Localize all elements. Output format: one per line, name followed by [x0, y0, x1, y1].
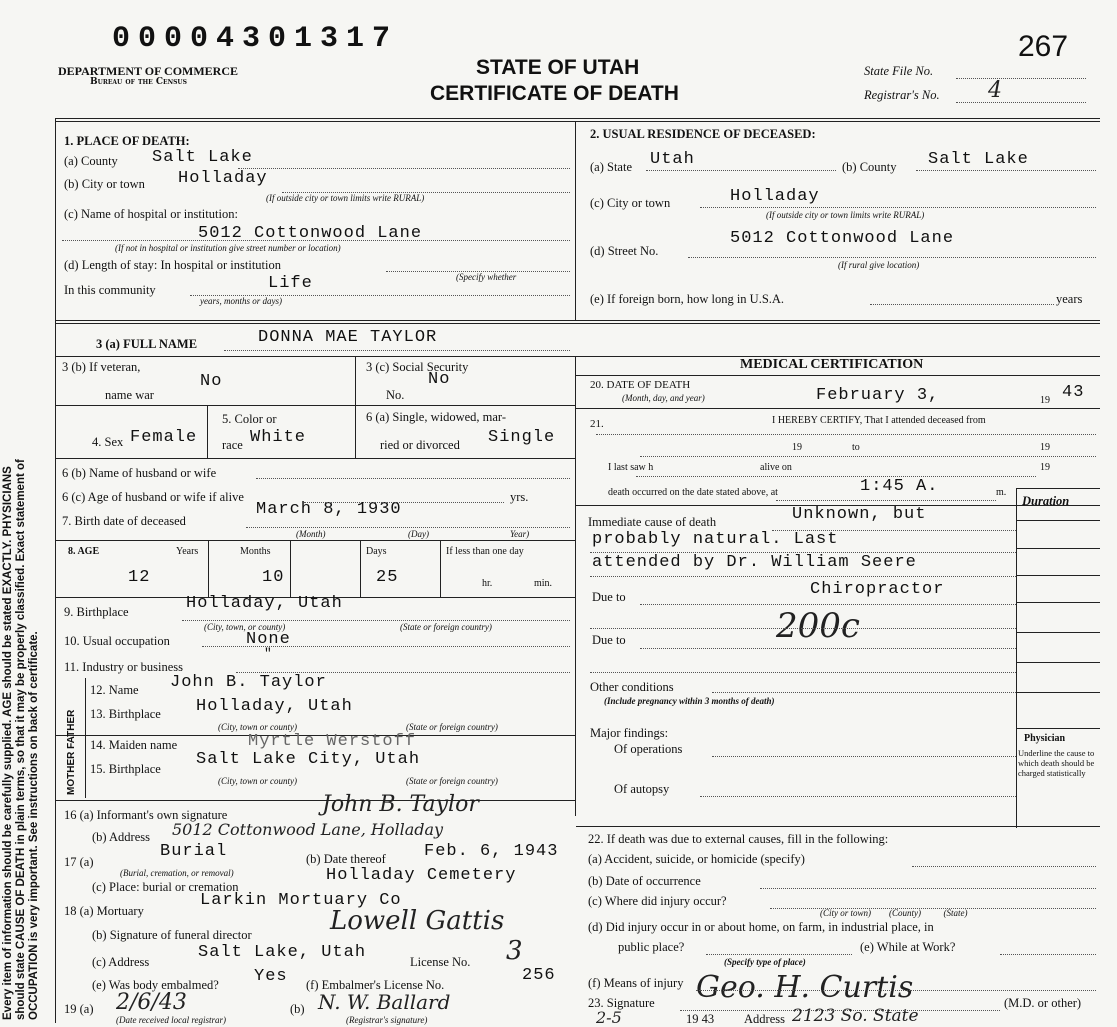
- public-label: public place?: [618, 940, 685, 954]
- burial-note: (Burial, cremation, or removal): [120, 868, 234, 878]
- res-street-note: (If rural give location): [838, 260, 920, 270]
- yrs-label: yrs.: [510, 490, 529, 504]
- mortuary-address: Salt Lake, Utah: [198, 943, 367, 962]
- age-days-col: Days: [366, 546, 387, 557]
- death-date: February 3,: [816, 386, 940, 405]
- physician-note-2: Underline the cause to which death should be charged statistically: [1018, 748, 1095, 778]
- industry-label: 11. Industry or business: [64, 660, 183, 674]
- alive-on-19: 19: [1040, 462, 1050, 473]
- veteran: No: [200, 372, 223, 391]
- marital-label: 6 (a) Single, widowed, mar-: [366, 410, 506, 424]
- medical-heading: MEDICAL CERTIFICATION: [740, 357, 924, 372]
- death-date-sub: (Month, day, and year): [622, 393, 705, 403]
- less-day-col: If less than one day: [446, 546, 524, 557]
- father-label: 12. Name: [90, 683, 139, 697]
- director-label: (b) Signature of funeral director: [92, 928, 252, 942]
- due-to-1: Chiropractor: [810, 580, 945, 599]
- occurred-label: death occurred on the date stated above, at: [608, 487, 778, 498]
- occupation-label: 10. Usual occupation: [64, 634, 170, 648]
- mortuary: Larkin Mortuary Co: [200, 891, 402, 910]
- embalmed-label: (e) Was body embalmed?: [92, 978, 219, 992]
- license-label: License No.: [410, 955, 471, 969]
- death-date-label: 20. DATE OF DEATH: [590, 379, 691, 391]
- veteran-label: 3 (b) If veteran,: [62, 360, 141, 374]
- father-birth-label: 13. Birthplace: [90, 707, 161, 721]
- death-time: 1:45 A.: [860, 477, 939, 496]
- race: White: [250, 428, 307, 447]
- physician-signature: Geo. H. Curtis: [696, 970, 914, 1005]
- res-city: Holladay: [730, 187, 820, 206]
- bureau: Bureau of the Census: [90, 77, 187, 87]
- filed-note: (Date received local registrar): [116, 1015, 227, 1025]
- cause-line-3: attended by Dr. William Seere: [592, 553, 917, 572]
- burial-place-label: (c) Place: burial or cremation: [92, 880, 239, 894]
- external-label: 22. If death was due to external causes, fill in the following:: [588, 832, 889, 846]
- age-days: 25: [376, 568, 399, 587]
- death-county: Salt Lake: [152, 148, 253, 167]
- duration-label: Duration: [1022, 494, 1070, 508]
- registrar-number: 4: [988, 78, 1002, 103]
- res-state-label: (a) State: [590, 160, 632, 174]
- death-city: Holladay: [178, 169, 268, 188]
- where-label: (c) Where did injury occur?: [588, 894, 727, 908]
- side-line-3: OCCUPATION is very important. See instructions on back of certificate.: [28, 631, 40, 1020]
- side-line-1: Every item of information should be carefully supplied. AGE should be stated EXACTLY. PHYSICIANS: [2, 466, 14, 1020]
- burial-label: 17 (a): [64, 855, 94, 869]
- sig-year: 19 43: [686, 1012, 715, 1026]
- mortuary-label: 18 (a) Mortuary: [64, 904, 144, 918]
- race-label: race: [222, 438, 243, 452]
- hospital-note: (If not in hospital or institution give street number or location): [115, 243, 341, 253]
- specify-place-note: (Specify type of place): [724, 957, 806, 967]
- res-city-label: (c) City or town: [590, 196, 671, 210]
- mortuary-address-label: (c) Address: [92, 955, 150, 969]
- sex-label: 4. Sex: [92, 435, 124, 449]
- age-months-col: Months: [240, 546, 271, 557]
- occupation: None: [246, 630, 291, 649]
- immediate-cause-label: Immediate cause of death: [588, 515, 717, 529]
- cause-line-1: Unknown, but: [792, 505, 927, 524]
- residence-heading: 2. USUAL RESIDENCE OF DECEASED:: [590, 127, 816, 141]
- home-label: (d) Did injury occur in or about home, on farm, in industrial place, in: [588, 920, 934, 934]
- registrar-sig-note: (Registrar's signature): [346, 1015, 428, 1025]
- m-label: m.: [996, 487, 1007, 498]
- operations-label: Of operations: [614, 742, 683, 756]
- hospital: 5012 Cottonwood Lane: [198, 224, 423, 243]
- color-label: 5. Color or: [222, 412, 277, 426]
- res-state: Utah: [650, 150, 695, 169]
- specify-note: (Specify whether: [456, 272, 517, 282]
- certificate-title: CERTIFICATE OF DEATH: [430, 82, 679, 105]
- work-label: (e) While at Work?: [860, 940, 956, 954]
- informant-address: 5012 Cottonwood Lane, Holladay: [172, 820, 444, 839]
- place-of-death-heading: 1. PLACE OF DEATH:: [64, 134, 190, 148]
- father-name: John B. Taylor: [170, 673, 327, 692]
- community: Life: [268, 274, 313, 293]
- document-number: 00004301317: [112, 22, 399, 56]
- burial-date: Feb. 6, 1943: [424, 842, 559, 861]
- age-label: 8. AGE: [68, 546, 100, 557]
- cause-line-2: probably natural. Last: [592, 530, 839, 549]
- burial: Burial: [160, 842, 228, 861]
- cause-code: 200c: [776, 606, 860, 646]
- other-conditions-note: (Include pregnancy within 3 months of death): [604, 696, 775, 706]
- mother-note2: (State or foreign country): [406, 776, 498, 786]
- sig-address: 2123 So. State: [792, 1006, 919, 1026]
- mother-maiden: Myrtle Werstoff: [248, 732, 417, 751]
- physician-note: Physician: [1024, 733, 1066, 744]
- occurrence-label: (b) Date of occurrence: [588, 874, 701, 888]
- certify-text: I HEREBY CERTIFY, That I attended deceased from: [772, 415, 986, 426]
- community-label: In this community: [64, 283, 156, 297]
- spouse-age-label: 6 (c) Age of husband or wife if alive: [62, 490, 244, 504]
- age-years: 12: [128, 568, 151, 587]
- birthplace-label: 9. Birthplace: [64, 605, 129, 619]
- occupation-ditto: ": [264, 646, 273, 661]
- ssn-label: 3 (c) Social Security: [366, 360, 469, 374]
- birth-month: (Month): [296, 529, 326, 539]
- res-street-label: (d) Street No.: [590, 244, 659, 258]
- years-label: years: [1056, 292, 1083, 306]
- ssn: No: [428, 370, 451, 389]
- death-city-note: (If outside city or town limits write RURAL): [266, 193, 425, 203]
- certify-number: 21.: [590, 418, 604, 430]
- alive-on-label: alive on: [760, 462, 792, 473]
- registrar-label: Registrar's No.: [864, 88, 940, 102]
- filed-label: 19 (a): [64, 1002, 94, 1016]
- embalmer-license: 256: [522, 966, 556, 985]
- burial-place: Holladay Cemetery: [326, 866, 517, 885]
- other-conditions-label: Other conditions: [590, 680, 674, 694]
- informant-address-label: (b) Address: [92, 830, 150, 844]
- res-street: 5012 Cottonwood Lane: [730, 229, 955, 248]
- embalmer-license-label: (f) Embalmer's License No.: [306, 978, 445, 992]
- sig-date: 2-5: [596, 1008, 622, 1027]
- certify-to: to: [852, 442, 860, 453]
- birth-year: Year): [510, 529, 530, 539]
- sig-address-label: Address: [744, 1012, 785, 1026]
- side-line-2: should state CAUSE OF DEATH in plain terms, so that it may be properly classified. Exact statement of: [15, 459, 27, 1020]
- mother-maiden-label: 14. Maiden name: [90, 738, 178, 752]
- state-title: STATE OF UTAH: [476, 56, 640, 79]
- side-instructions: [2, 80, 41, 1020]
- certify-from-19: 19: [792, 442, 802, 453]
- director-signature: Lowell Gattis: [330, 906, 505, 936]
- birthplace-note1: (City, town, or county): [204, 622, 286, 632]
- birth-date: March 8, 1930: [256, 500, 402, 519]
- due-to-2-label: Due to: [592, 633, 626, 647]
- department: DEPARTMENT OF COMMERCE: [58, 64, 239, 78]
- accident-label: (a) Accident, suicide, or homicide (specify): [588, 852, 805, 866]
- birth-label: 7. Birth date of deceased: [62, 514, 186, 528]
- age-years-col: Years: [176, 546, 199, 557]
- informant-sig-label: 16 (a) Informant's own signature: [64, 808, 228, 822]
- res-city-note: (If outside city or town limits write RURAL): [766, 210, 925, 220]
- death-county-label: (a) County: [64, 154, 118, 168]
- death-city-label: (b) City or town: [64, 177, 145, 191]
- marital-sub: ried or divorced: [380, 438, 460, 452]
- min-label: min.: [534, 578, 553, 589]
- foreign-label: (e) If foreign born, how long in U.S.A.: [590, 292, 785, 306]
- informant-signature: John B. Taylor: [322, 792, 479, 817]
- father-note1: (City, town or county): [218, 722, 297, 732]
- due-to-1-label: Due to: [592, 590, 626, 604]
- full-name-label: 3 (a) FULL NAME: [96, 337, 198, 351]
- res-county: Salt Lake: [928, 150, 1029, 169]
- mother-birth-label: 15. Birthplace: [90, 762, 161, 776]
- md-label: (M.D. or other): [1004, 996, 1082, 1010]
- burial-date-label: (b) Date thereof: [306, 852, 386, 866]
- autopsy-label: Of autopsy: [614, 782, 670, 796]
- age-months: 10: [262, 568, 285, 587]
- birthplace-note2: (State or foreign country): [400, 622, 492, 632]
- marital: Single: [488, 428, 556, 447]
- filed-date: 2/6/43: [116, 990, 187, 1015]
- father-birth: Holladay, Utah: [196, 697, 353, 716]
- hr-label: hr.: [482, 578, 493, 589]
- sex: Female: [130, 428, 198, 447]
- veteran-sub: name war: [105, 388, 154, 402]
- certify-to-19: 19: [1040, 442, 1050, 453]
- death-year: 43: [1062, 383, 1085, 402]
- mother-birth: Salt Lake City, Utah: [196, 750, 421, 769]
- res-county-label: (b) County: [842, 160, 897, 174]
- birthplace: Holladay, Utah: [186, 594, 343, 613]
- full-name: DONNA MAE TAYLOR: [258, 328, 438, 347]
- mother-note1: (City, town or county): [218, 776, 297, 786]
- license: 3: [506, 936, 523, 966]
- stay-label: (d) Length of stay: In hospital or institution: [64, 258, 281, 272]
- hospital-label: (c) Name of hospital or institution:: [64, 207, 238, 221]
- where-note: (City or town) (County) (State): [820, 908, 968, 918]
- page-number: 267: [1018, 30, 1069, 63]
- ssn-sub: No.: [386, 388, 405, 402]
- embalmed: Yes: [254, 967, 288, 986]
- death-year-prefix: 19: [1040, 395, 1050, 406]
- registrar-signature: N. W. Ballard: [318, 990, 451, 1014]
- birth-day: (Day): [408, 529, 429, 539]
- physician-sig-label: 23. Signature: [588, 996, 655, 1010]
- father-note2: (State or foreign country): [406, 722, 498, 732]
- last-saw-label: I last saw h: [608, 462, 654, 473]
- parents-side-label: MOTHER FATHER: [66, 709, 77, 795]
- community-note: years, months or days): [200, 296, 282, 306]
- major-findings-label: Major findings:: [590, 726, 669, 740]
- state-file-label: State File No.: [864, 64, 934, 78]
- means-label: (f) Means of injury: [588, 976, 684, 990]
- spouse-label: 6 (b) Name of husband or wife: [62, 466, 217, 480]
- registrar-sig-label: (b): [290, 1002, 305, 1016]
